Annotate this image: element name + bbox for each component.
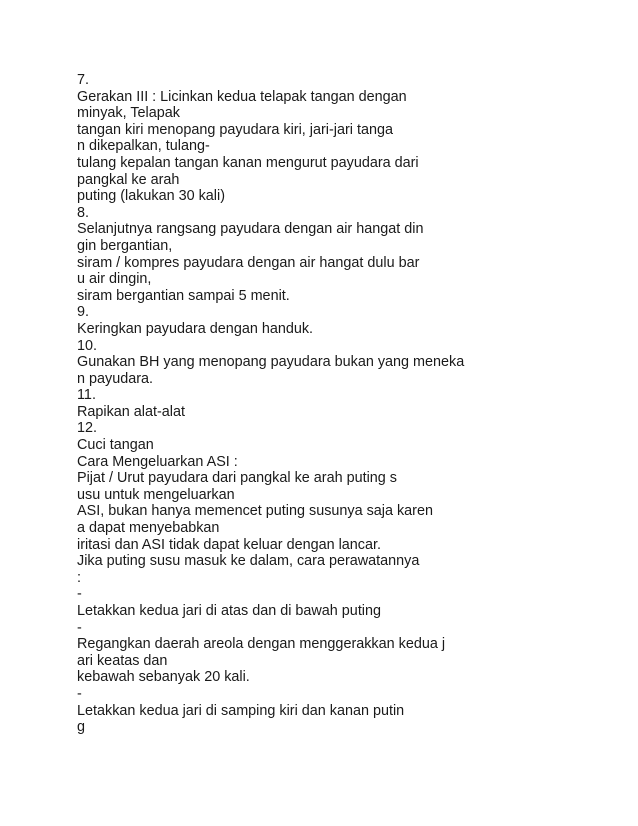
text-line: 10. <box>77 337 98 354</box>
text-line: Letakkan kedua jari di samping kiri dan kanan putin <box>77 702 405 719</box>
text-line: siram bergantian sampai 5 menit. <box>77 287 290 304</box>
text-line: Rapikan alat-alat <box>77 403 185 420</box>
text-line: Jika puting susu masuk ke dalam, cara perawatannya <box>77 553 420 570</box>
text-line: 12. <box>77 420 98 437</box>
text-line: - <box>77 685 82 702</box>
text-line: Selanjutnya rangsang payudara dengan air hangat din <box>77 221 424 238</box>
text-line: 7. <box>77 72 90 88</box>
text-line: usu untuk mengeluarkan <box>77 486 235 503</box>
text-line: minyak, Telapak <box>77 105 180 122</box>
text-line: iritasi dan ASI tidak dapat keluar dengan lancar. <box>77 536 382 553</box>
text-line: n payudara. <box>77 370 154 387</box>
text-line: gin bergantian, <box>77 237 173 254</box>
text-line: Regangkan daerah areola dengan menggerakkan kedua j <box>77 636 446 653</box>
text-line: a dapat menyebabkan <box>77 520 220 537</box>
text-line: g <box>77 719 86 736</box>
text-line: 11. <box>77 387 96 404</box>
text-line: Gunakan BH yang menopang payudara bukan yang meneka <box>77 354 465 371</box>
text-line: Pijat / Urut payudara dari pangkal ke arah puting s <box>77 470 397 487</box>
text-line: Letakkan kedua jari di atas dan di bawah puting <box>77 603 382 619</box>
text-line: 8. <box>77 204 90 221</box>
text-line: - <box>77 586 82 603</box>
text-line: 9. <box>77 304 90 321</box>
text-line: - <box>77 619 82 636</box>
text-line: n dikepalkan, tulang- <box>77 138 210 155</box>
text-line: siram / kompres payudara dengan air hangat dulu bar <box>77 254 420 271</box>
text-line: u air dingin, <box>77 271 152 288</box>
text-line: ASI, bukan hanya memencet puting susunya saja karen <box>77 503 433 520</box>
text-line: Gerakan III : Licinkan kedua telapak tangan dengan <box>77 88 407 105</box>
text-line: Cara Mengeluarkan ASI : <box>77 453 238 470</box>
text-line: pangkal ke arah <box>77 171 180 188</box>
text-line: Cuci tangan <box>77 437 154 454</box>
text-line: tangan kiri menopang payudara kiri, jari-jari tanga <box>77 121 393 138</box>
text-line: Keringkan payudara dengan handuk. <box>77 320 314 337</box>
text-line: tulang kepalan tangan kanan mengurut payudara dari <box>77 154 419 171</box>
document-text <box>77 72 557 736</box>
text-line: puting (lakukan 30 kali) <box>77 188 225 205</box>
text-line: ari keatas dan <box>77 652 168 669</box>
text-line: kebawah sebanyak 20 kali. <box>77 669 250 686</box>
text-line: : <box>77 569 81 586</box>
